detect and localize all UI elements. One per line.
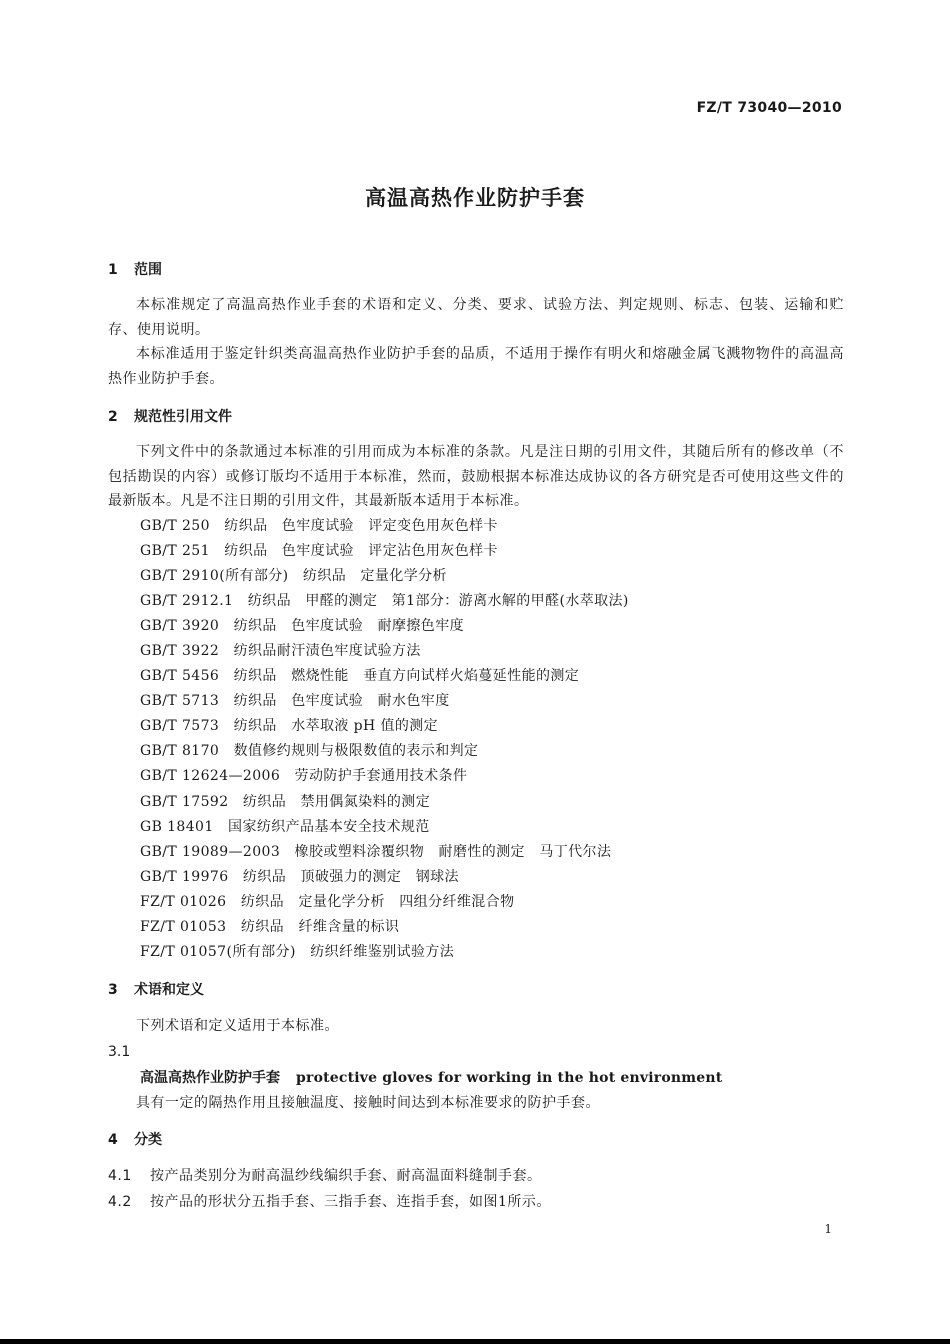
reference-item: GB/T 19976 纺织品 顶破强力的测定 钢球法 [140, 868, 459, 885]
scope-paragraph: 本标准规定了高温高热作业手套的术语和定义、分类、要求、试验方法、判定规则、标志、包装、运输和贮存、使用说明。 [108, 297, 844, 338]
section-title: 分类 [134, 1132, 162, 1149]
section-number: 1 [108, 262, 118, 278]
section-title: 规范性引用文件 [134, 409, 232, 425]
bottom-border [0, 1339, 950, 1344]
reference-item: GB 18401 国家纺织产品基本安全技术规范 [140, 818, 430, 835]
term-entry [108, 1065, 844, 1091]
clause [108, 1189, 844, 1215]
reference-item: FZ/T 01026 纺织品 定量化学分析 四组分纤维混合物 [140, 893, 515, 910]
section-title: 范围 [134, 262, 162, 278]
reference-item: GB/T 250 纺织品 色牢度试验 评定变色用灰色样卡 [140, 517, 498, 534]
scope-paragraph: 本标准适用于鉴定针织类高温高热作业防护手套的品质，不适用于操作有明火和熔融金属飞溅物物件的高温高热作业防护手套。 [108, 346, 844, 387]
clause-number: 4.2 [108, 1194, 132, 1211]
section-number: 2 [108, 409, 118, 425]
reference-item: GB/T 2912.1 纺织品 甲醛的测定 第1部分：游离水解的甲醛(水萃取法) [140, 592, 629, 609]
reference-item: GB/T 2910(所有部分) 纺织品 定量化学分析 [140, 567, 447, 584]
reference-item: GB/T 251 纺织品 色牢度试验 评定沾色用灰色样卡 [140, 542, 498, 559]
reference-item: FZ/T 01057(所有部分) 纺织纤维鉴别试验方法 [140, 944, 455, 961]
document-body [108, 258, 844, 1215]
reference-item: GB/T 8170 数值修约规则与极限数值的表示和判定 [140, 743, 479, 760]
section-heading-terms [108, 978, 844, 1002]
term-entry-number: 3.1 [108, 1043, 131, 1060]
term-definition: 具有一定的隔热作用且接触温度、接触时间达到本标准要求的防护手套。 [136, 1094, 600, 1111]
terms-intro: 下列术语和定义适用于本标准。 [136, 1018, 339, 1035]
reference-item: GB/T 7573 纺织品 水萃取液 pH 值的测定 [140, 718, 439, 735]
standard-code: FZ/T 73040—2010 [696, 100, 842, 116]
page-number: 1 [824, 1222, 832, 1236]
section-title: 术语和定义 [134, 982, 204, 999]
reference-item: GB/T 12624—2006 劳动防护手套通用技术条件 [140, 768, 468, 785]
section-number: 4 [108, 1132, 118, 1149]
clause [108, 1163, 844, 1189]
clause-number: 4.1 [108, 1168, 132, 1185]
term-english: protective gloves for working in the hot environment [296, 1069, 723, 1086]
reference-item: FZ/T 01053 纺织品 纤维含量的标识 [140, 919, 400, 935]
reference-list [108, 514, 844, 966]
section-heading-references [108, 405, 844, 429]
reference-item: GB/T 5456 纺织品 燃烧性能 垂直方向试样火焰蔓延性能的测定 [140, 668, 580, 685]
reference-item: GB/T 5713 纺织品 色牢度试验 耐水色牢度 [140, 693, 450, 710]
clause-text: 按产品的形状分五指手套、三指手套、连指手套，如图1所示。 [150, 1194, 551, 1211]
document-title: 高温高热作业防护手套 [365, 186, 585, 210]
reference-item: GB/T 3920 纺织品 色牢度试验 耐摩擦色牢度 [140, 617, 465, 634]
section-number: 3 [108, 982, 118, 999]
section-heading-classification [108, 1128, 844, 1152]
reference-item: GB/T 3922 纺织品耐汗渍色牢度试验方法 [140, 642, 421, 659]
reference-item: GB/T 19089—2003 橡胶或塑料涂覆织物 耐磨性的测定 马丁代尔法 [140, 843, 612, 860]
term-chinese: 高温高热作业防护手套 [140, 1069, 280, 1086]
reference-item: GB/T 17592 纺织品 禁用偶氮染料的测定 [140, 793, 431, 810]
section-heading-scope [108, 258, 844, 282]
references-intro: 下列文件中的条款通过本标准的引用而成为本标准的条款。凡是注日期的引用文件，其随后所有的修改单（不包括勘误的内容）或修订版均不适用于本标准，然而，鼓励根据本标准达成协议的各方研究是否可使用这些文件的最新版本。凡是不注日期的引用文件，其最新版本适用于本标准。 [108, 444, 844, 509]
clause-text: 按产品类别分为耐高温纱线编织手套、耐高温面料缝制手套。 [150, 1168, 542, 1185]
